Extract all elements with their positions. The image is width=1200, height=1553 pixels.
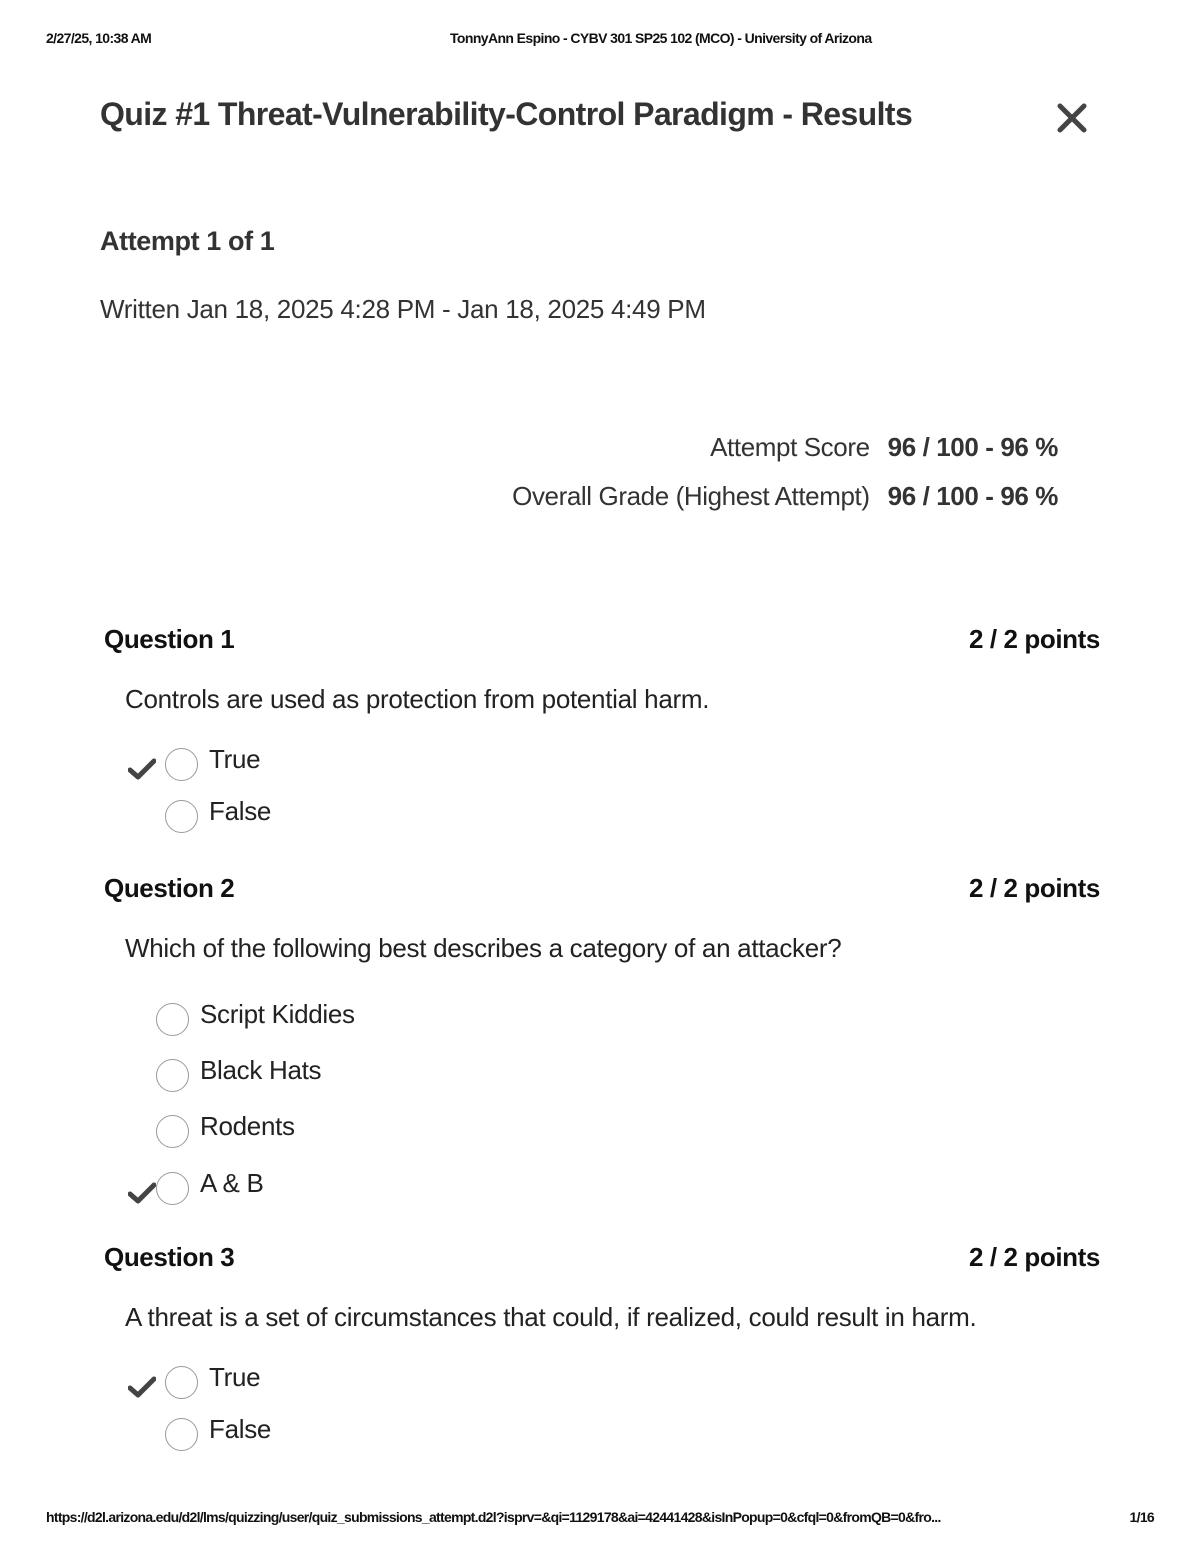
question-text: Controls are used as protection from potential harm.: [125, 684, 710, 714]
print-datetime: 2/27/25, 10:38 AM: [46, 30, 152, 46]
checkmark-icon: [128, 1376, 156, 1398]
answer-label: False: [209, 796, 272, 826]
attempt-score-row: [710, 432, 1058, 463]
print-page-number: 1/16: [1129, 1509, 1154, 1525]
answer-radio[interactable]: [156, 1059, 189, 1092]
question-text: Which of the following best describes a category of an attacker?: [125, 933, 842, 963]
checkmark-icon: [128, 1182, 156, 1204]
overall-grade-row: [512, 481, 1058, 512]
question-3: [104, 1242, 1100, 1444]
answer-label: Black Hats: [200, 1055, 322, 1085]
answer-radio[interactable]: [156, 1003, 189, 1036]
close-icon: [1056, 102, 1088, 134]
question-points: 2 / 2 points: [968, 1242, 1100, 1272]
question-text: A threat is a set of circumstances that could, if realized, could result in harm.: [125, 1302, 977, 1332]
question-points: 2 / 2 points: [968, 873, 1100, 903]
answer-radio[interactable]: [156, 1115, 189, 1148]
answer-radio[interactable]: [165, 800, 198, 833]
close-button[interactable]: [1050, 96, 1094, 140]
answer-radio[interactable]: [165, 1418, 198, 1451]
question-title: Question 3: [104, 1242, 235, 1272]
print-header: [46, 30, 1154, 50]
print-url: https://d2l.arizona.edu/d2l/lms/quizzing/user/quiz_submissions_attempt.d2l?isprv=&qi=1129178&ai=42441428&isInPopup=0&cfql=0&fromQB=0&fro...: [46, 1509, 941, 1525]
attempt-score-label: Attempt Score: [710, 432, 870, 462]
print-doc-title: TonnyAnn Espino - CYBV 301 SP25 102 (MCO) - University of Arizona: [450, 30, 872, 46]
question-header: [104, 624, 1100, 660]
overall-grade-label: Overall Grade (Highest Attempt): [512, 481, 870, 511]
overall-grade-value: 96 / 100 - 96 %: [887, 481, 1058, 511]
question-header: [104, 873, 1100, 909]
written-timestamp: Written Jan 18, 2025 4:28 PM - Jan 18, 2025 4:49 PM: [100, 294, 706, 324]
answer-radio[interactable]: [156, 1172, 189, 1205]
answer-label: False: [209, 1414, 272, 1444]
question-1: [104, 624, 1100, 826]
question-title: Question 1: [104, 624, 235, 654]
checkmark-icon: [128, 758, 156, 780]
answer-label: Script Kiddies: [200, 999, 355, 1029]
question-points: 2 / 2 points: [968, 624, 1100, 654]
answer-label: A & B: [200, 1168, 264, 1198]
answer-label: True: [209, 1362, 261, 1392]
question-header: [104, 1242, 1100, 1278]
answer-label: True: [209, 744, 261, 774]
question-2: [104, 873, 1100, 1198]
print-footer: [46, 1509, 1154, 1529]
answer-radio[interactable]: [165, 1366, 198, 1399]
attempt-score-value: 96 / 100 - 96 %: [887, 432, 1058, 462]
page-title: Quiz #1 Threat-Vulnerability-Control Paradigm - Results: [100, 96, 913, 132]
question-title: Question 2: [104, 873, 235, 903]
attempt-heading: Attempt 1 of 1: [100, 226, 275, 256]
answer-label: Rodents: [200, 1111, 295, 1141]
answer-radio[interactable]: [165, 748, 198, 781]
